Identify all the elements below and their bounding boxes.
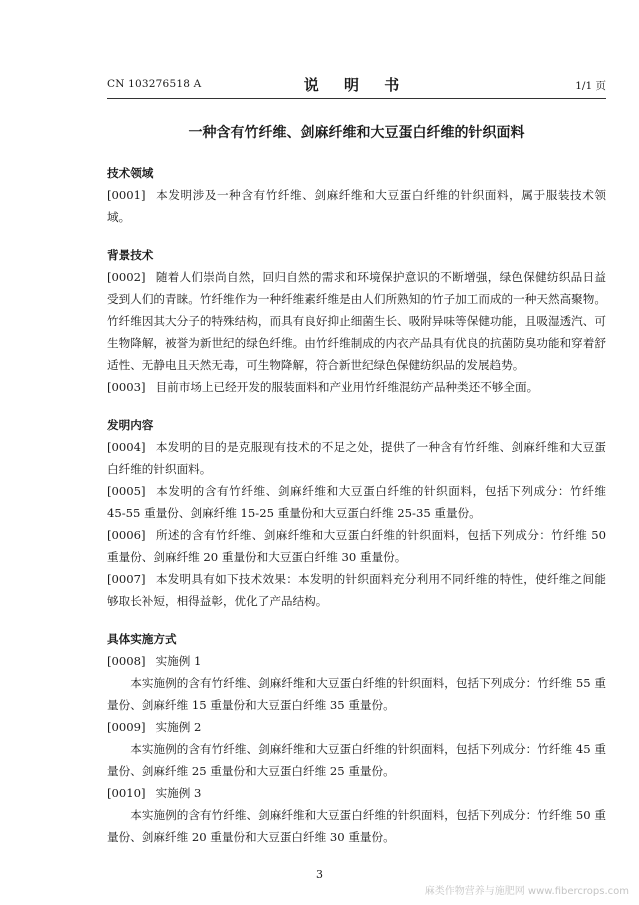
section-tech-field — [107, 162, 606, 228]
paragraph-number: [0010] — [107, 786, 146, 800]
page-number: 3 — [316, 868, 323, 881]
paragraph-0001 — [107, 184, 606, 228]
header-rule — [107, 98, 606, 99]
paragraph-number: [0003] — [107, 380, 146, 394]
paragraph-number: [0009] — [107, 720, 146, 734]
paragraph-text: 本发明涉及一种含有竹纤维、剑麻纤维和大豆蛋白纤维的针织面料，属于服装技术领域。 — [107, 188, 606, 224]
paragraph-text: 本发明具有如下技术效果：本发明的针织面料充分利用不同纤维的特性，使纤维之间能够取长补短，相得益彰，优化了产品结构。 — [107, 572, 606, 608]
paragraph-text: 随着人们崇尚自然，回归自然的需求和环境保护意识的不断增强，绿色保健纺织品日益受到人们的青睐。竹纤维作为一种纤维素纤维是由人们所熟知的竹子加工而成的一种天然高聚物。竹纤维因其大分子的特殊结构，而具有良好抑止细菌生长、吸附异味等保健功能，且吸湿透汽、可生物降解，被誉为新世纪的绿色纤维。由竹纤维制成的内衣产品具有优良的抗菌防臭功能和穿着舒适性、无静电且天然无毒，可生物降解，符合新世纪绿色保健纺织品的发展趋势。 — [107, 270, 606, 372]
document-title: 一种含有竹纤维、剑麻纤维和大豆蛋白纤维的针织面料 — [188, 125, 525, 141]
paragraph-number: [0007] — [107, 572, 146, 586]
paragraph-text: 本发明的含有竹纤维、剑麻纤维和大豆蛋白纤维的针织面料，包括下列成分：竹纤维 45-55 重量份、剑麻纤维 15-25 重量份和大豆蛋白纤维 25-35 重量份。 — [107, 484, 606, 520]
embodiment-text: 本实施例的含有竹纤维、剑麻纤维和大豆蛋白纤维的针织面料，包括下列成分：竹纤维 45 重量份、剑麻纤维 25 重量份和大豆蛋白纤维 25 重量份。 — [107, 742, 606, 778]
paragraph-number: [0004] — [107, 440, 146, 454]
paragraph-number: [0005] — [107, 484, 146, 498]
document-body — [107, 162, 606, 848]
paragraph-0008 — [107, 650, 606, 672]
paragraph-text: 所述的含有竹纤维、剑麻纤维和大豆蛋白纤维的针织面料，包括下列成分：竹纤维 50 重量份、剑麻纤维 20 重量份和大豆蛋白纤维 30 重量份。 — [107, 528, 606, 564]
section-heading: 发明内容 — [107, 418, 154, 432]
paragraph-0004 — [107, 436, 606, 480]
embodiment-text: 本实施例的含有竹纤维、剑麻纤维和大豆蛋白纤维的针织面料，包括下列成分：竹纤维 55 重量份、剑麻纤维 15 重量份和大豆蛋白纤维 35 重量份。 — [107, 676, 606, 712]
paragraph-number: [0001] — [107, 188, 146, 202]
embodiment-text: 本实施例的含有竹纤维、剑麻纤维和大豆蛋白纤维的针织面料，包括下列成分：竹纤维 50 重量份、剑麻纤维 20 重量份和大豆蛋白纤维 30 重量份。 — [107, 808, 606, 844]
paragraph-text: 本发明的目的是克服现有技术的不足之处，提供了一种含有竹纤维、剑麻纤维和大豆蛋白纤维的针织面料。 — [107, 440, 606, 476]
document-type: 说 明 书 — [303, 76, 410, 94]
embodiment-label: 实施例 2 — [155, 720, 202, 734]
paragraph-0010 — [107, 782, 606, 804]
watermark: 麻类作物营养与施肥网 www.fibercrops.com — [424, 886, 629, 897]
embodiment-label: 实施例 3 — [155, 786, 202, 800]
section-heading: 具体实施方式 — [107, 632, 177, 646]
section-heading: 技术领域 — [107, 166, 154, 180]
embodiment-label: 实施例 1 — [155, 654, 202, 668]
section-heading: 背景技术 — [107, 248, 154, 262]
paragraph-0009 — [107, 716, 606, 738]
page-header — [107, 74, 606, 96]
paragraph-number: [0006] — [107, 528, 146, 542]
patent-number: CN 103276518 A — [107, 78, 202, 90]
paragraph-0007 — [107, 568, 606, 612]
paragraph-text: 目前市场上已经开发的服装面料和产业用竹纤维混纺产品种类还不够全面。 — [155, 380, 539, 394]
paragraph-0003 — [107, 376, 606, 398]
paragraph-number: [0008] — [107, 654, 146, 668]
section-embodiments — [107, 628, 606, 848]
paragraph-0006 — [107, 524, 606, 568]
section-summary — [107, 414, 606, 612]
paragraph-number: [0002] — [107, 270, 146, 284]
paragraph-0005 — [107, 480, 606, 524]
section-background — [107, 244, 606, 398]
paragraph-0002 — [107, 266, 606, 376]
page-info: 1/1 页 — [575, 80, 606, 92]
